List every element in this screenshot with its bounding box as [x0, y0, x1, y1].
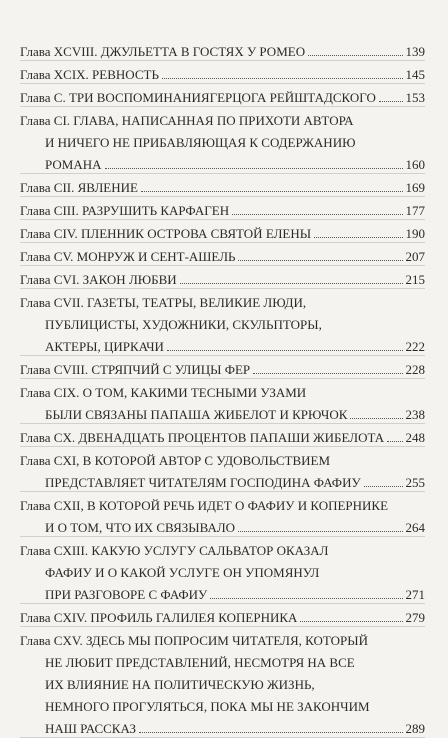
chapter-title-line: ПУБЛИЦИСТЫ, ХУДОЖНИКИ, СКУЛЬПТОРЫ,	[45, 317, 322, 332]
chapter-title-line: Глава CXII, В КОТОРОЙ РЕЧЬ ИДЕТ О ФАФИУ И КОПЕРНИКЕ	[20, 498, 389, 513]
toc-line	[20, 151, 425, 173]
chapter-title-line: Глава С. ТРИ ВОСПОМИНАНИЯГЕРЦОГА РЕЙШТАДСКОГО	[20, 90, 376, 105]
toc-line	[20, 649, 425, 671]
chapter-title-line: ПРИ РАЗГОВОРЕ С ФАФИУ	[45, 587, 208, 602]
chapter-title-line: Глава CX. ДВЕНАДЦАТЬ ПРОЦЕНТОВ ПАПАШИ ЖИБЕЛОТА	[20, 430, 385, 445]
chapter-title-line: НЕМНОГО ПРОГУЛЯТЬСЯ, ПОКА МЫ НЕ ЗАКОНЧИМ	[45, 699, 370, 714]
chapter-title-line: Глава CII. ЯВЛЕНИЕ	[20, 180, 138, 195]
toc-line	[20, 61, 425, 83]
chapter-title-line: Глава CXIV. ПРОФИЛЬ ГАЛИЛЕЯ КОПЕРНИКА	[20, 610, 298, 625]
toc-entry	[20, 84, 425, 107]
toc-line	[20, 243, 425, 265]
toc-line	[20, 220, 425, 242]
chapter-title-line: АКТЕРЫ, ЦИРКАЧИ	[45, 339, 164, 354]
dot-leader	[314, 237, 402, 238]
page-number: 207	[405, 249, 425, 264]
dot-leader	[139, 732, 402, 733]
dot-leader	[379, 101, 403, 102]
chapter-title-line: ПРЕДСТАВЛЯЕТ ЧИТАТЕЛЯМ ГОСПОДИНА ФАФИУ	[45, 475, 361, 490]
toc-line	[20, 379, 425, 401]
chapter-title-line: БЫЛИ СВЯЗАНЫ ПАПАША ЖИБЕЛОТ И КРЮЧОК	[45, 407, 348, 422]
chapter-title-line: РОМАНА	[45, 157, 102, 172]
page-number: 160	[405, 157, 425, 172]
page-number: 222	[405, 339, 425, 354]
toc-line	[20, 537, 425, 559]
chapter-title-line: Глава CIV. ПЛЕННИК ОСТРОВА СВЯТОЙ ЕЛЕНЫ	[20, 226, 312, 241]
dot-leader	[180, 283, 403, 284]
toc-entry	[20, 266, 425, 289]
chapter-title-line: Глава CIII. РАЗРУШИТЬ КАРФАГЕН	[20, 203, 230, 218]
dot-leader	[253, 373, 402, 374]
page-number: 215	[405, 272, 425, 287]
toc-line	[20, 424, 425, 446]
dot-leader	[162, 78, 403, 79]
toc-entry	[20, 197, 425, 220]
toc-entry	[20, 537, 425, 604]
toc-line	[20, 401, 425, 423]
toc-entry	[20, 604, 425, 627]
toc-line	[20, 38, 425, 60]
toc-line	[20, 514, 425, 536]
toc-line	[20, 333, 425, 355]
page-number: 289	[405, 721, 425, 736]
chapter-title-line: Глава CVII. ГАЗЕТЫ, ТЕАТРЫ, ВЕЛИКИЕ ЛЮДИ,	[20, 295, 307, 310]
toc-line	[20, 129, 425, 151]
page-number: 238	[405, 407, 425, 422]
dot-leader	[141, 191, 403, 192]
dot-leader	[232, 214, 402, 215]
chapter-title-line: НЕ ЛЮБИТ ПРЕДСТАВЛЕНИЙ, НЕСМОТРЯ НА ВСЕ	[45, 655, 355, 670]
toc-line	[20, 289, 425, 311]
chapter-title-line: И НИЧЕГО НЕ ПРИБАВЛЯЮЩАЯ К СОДЕРЖАНИЮ	[45, 135, 356, 150]
toc-entry	[20, 627, 425, 738]
page-number: 169	[405, 180, 425, 195]
toc-line	[20, 84, 425, 106]
chapter-title-line: ИХ ВЛИЯНИЕ НА ПОЛИТИЧЕСКУЮ ЖИЗНЬ,	[45, 677, 315, 692]
chapter-title-line: Глава CXIII. КАКУЮ УСЛУГУ САЛЬВАТОР ОКАЗАЛ	[20, 543, 329, 558]
dot-leader	[105, 168, 403, 169]
chapter-title-line: НАШ РАССКАЗ	[45, 721, 137, 736]
toc-line	[20, 266, 425, 288]
dot-leader	[364, 486, 403, 487]
toc-entry	[20, 424, 425, 447]
toc-line	[20, 627, 425, 649]
dot-leader	[387, 441, 402, 442]
toc-line	[20, 492, 425, 514]
toc-line	[20, 693, 425, 715]
page-number: 177	[405, 203, 425, 218]
toc-line	[20, 671, 425, 693]
chapter-title-line: Глава CIX. О ТОМ, КАКИМИ ТЕСНЫМИ УЗАМИ	[20, 385, 307, 400]
table-of-contents	[20, 38, 425, 738]
toc-line	[20, 356, 425, 378]
chapter-title-line: Глава XCVIII. ДЖУЛЬЕТТА В ГОСТЯХ У РОМЕО	[20, 44, 306, 59]
toc-line	[20, 107, 425, 129]
toc-entry	[20, 243, 425, 266]
page-number: 279	[405, 610, 425, 625]
toc-entry	[20, 379, 425, 424]
toc-entry	[20, 107, 425, 174]
toc-entry	[20, 492, 425, 537]
dot-leader	[238, 260, 402, 261]
chapter-title-line: Глава CI. ГЛАВА, НАПИСАННАЯ ПО ПРИХОТИ АВТОРА	[20, 113, 354, 128]
chapter-title-line: Глава CXV. ЗДЕСЬ МЫ ПОПРОСИМ ЧИТАТЕЛЯ, КОТОРЫЙ	[20, 633, 369, 648]
page-number: 145	[405, 67, 425, 82]
toc-entry	[20, 61, 425, 84]
toc-line	[20, 311, 425, 333]
chapter-title-line: Глава CV. МОНРУЖ И СЕНТ-АШЕЛЬ	[20, 249, 236, 264]
toc-entry	[20, 38, 425, 61]
dot-leader	[210, 598, 402, 599]
chapter-title-line: Глава CVIII. СТРЯПЧИЙ С УЛИЦЫ ФЕР	[20, 362, 251, 377]
chapter-title-line: И О ТОМ, ЧТО ИХ СВЯЗЫВАЛО	[45, 520, 236, 535]
toc-entry	[20, 220, 425, 243]
toc-line	[20, 581, 425, 603]
page-number: 255	[405, 475, 425, 490]
toc-entry	[20, 356, 425, 379]
toc-line	[20, 559, 425, 581]
toc-line	[20, 604, 425, 626]
page-number: 190	[405, 226, 425, 241]
toc-line	[20, 174, 425, 196]
toc-line	[20, 197, 425, 219]
toc-line	[20, 469, 425, 491]
dot-leader	[308, 55, 402, 56]
page-number: 248	[405, 430, 425, 445]
toc-line	[20, 715, 425, 737]
toc-entry	[20, 174, 425, 197]
dot-leader	[350, 418, 402, 419]
page-number: 271	[405, 587, 425, 602]
chapter-title-line: Глава CVI. ЗАКОН ЛЮБВИ	[20, 272, 177, 287]
chapter-title-line: Глава CXI, В КОТОРОЙ АВТОР С УДОВОЛЬСТВИЕМ	[20, 453, 331, 468]
page-number: 153	[405, 90, 425, 105]
dot-leader	[300, 621, 402, 622]
dot-leader	[238, 531, 402, 532]
page-number: 228	[405, 362, 425, 377]
chapter-title-line: Глава XCIX. РЕВНОСТЬ	[20, 67, 159, 82]
chapter-title-line: ФАФИУ И О КАКОЙ УСЛУГЕ ОН УПОМЯНУЛ	[45, 565, 320, 580]
page-number: 264	[405, 520, 425, 535]
dot-leader	[167, 350, 403, 351]
page-number: 139	[405, 44, 425, 59]
toc-line	[20, 447, 425, 469]
toc-entry	[20, 447, 425, 492]
toc-entry	[20, 289, 425, 356]
